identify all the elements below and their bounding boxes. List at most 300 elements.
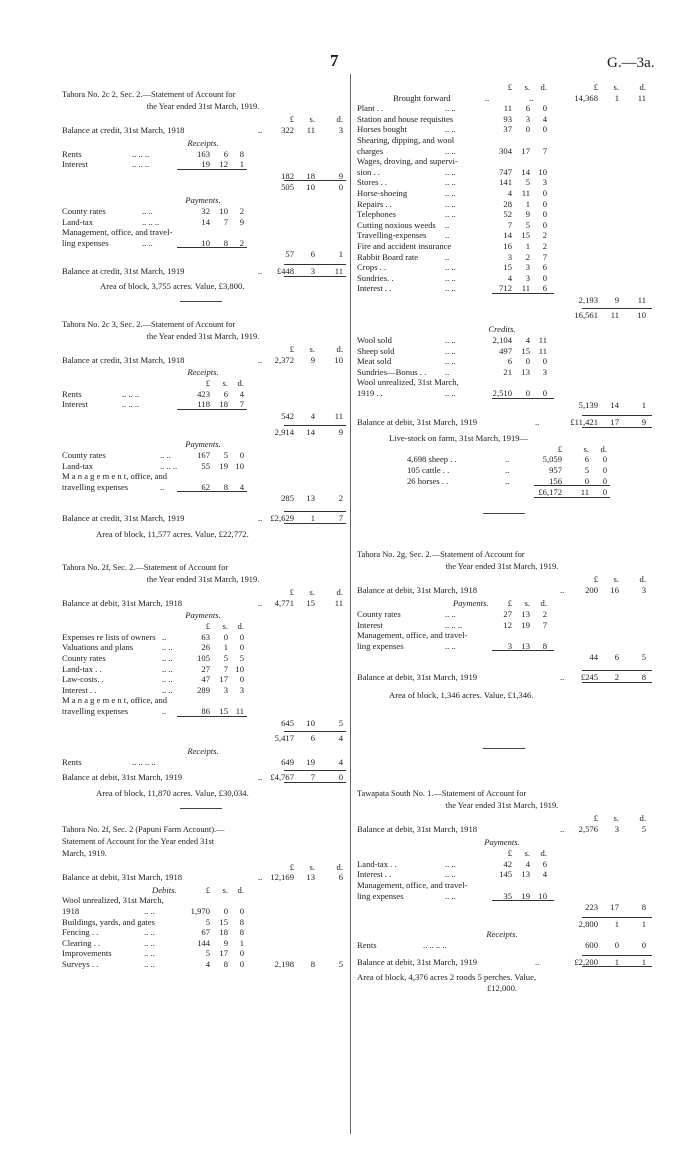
payment-row-shillings: 8 — [223, 237, 228, 248]
debit-row-pounds: 5 — [205, 916, 210, 927]
debit-row — [62, 906, 344, 917]
debit-row-pounds: 11 — [503, 103, 512, 114]
opening-balance-shillings: 16 — [610, 584, 619, 595]
closing-balance-pence: 8 — [641, 671, 646, 682]
statement-r3 — [357, 789, 647, 995]
credits-total-pounds: 5,139 — [578, 399, 598, 410]
payment-row-leader: .. .. — [162, 653, 173, 664]
debit-row-label: charges — [357, 145, 384, 156]
debit-row-label: Telephones — [357, 209, 397, 220]
payment-row-shillings: 7 — [223, 216, 228, 227]
sub-currency-header-cell: £ — [205, 621, 210, 632]
debit-row-pounds: 14 — [503, 230, 512, 241]
credit-row-shillings: 0 — [525, 356, 530, 367]
payment-row — [62, 632, 344, 643]
receipt-row-pounds: 118 — [197, 399, 210, 410]
payment-row-shillings: 19 — [521, 619, 530, 630]
payments-total-pounds: 44 — [589, 652, 598, 663]
total-rule — [492, 293, 554, 294]
debit-row-shillings: 1 — [525, 198, 530, 209]
payment-row-leader: .. .. — [162, 674, 173, 685]
payment-row-shillings: 7 — [223, 663, 228, 674]
total-rule — [177, 169, 247, 170]
debit-row-pence: 0 — [542, 198, 547, 209]
receipts-heading: Receipts. — [486, 929, 518, 940]
payment-row-label: Valuations and plans — [62, 642, 134, 653]
closing-rule — [582, 955, 652, 956]
closing-balance-pounds: £2,629 — [270, 513, 294, 524]
currency-header-cell: s. — [309, 343, 315, 354]
debit-row-label: 1918 — [62, 905, 80, 916]
statement-title: Tawapata South No. 1.—Statement of Account for — [357, 788, 527, 798]
debit-row — [357, 220, 647, 231]
debit-row-label: Travelling-expenses — [357, 230, 427, 241]
payments-total-shillings: 6 — [310, 249, 315, 260]
opening-balance-leader: .. — [560, 584, 565, 595]
brought-forward-leader: .. — [485, 92, 490, 103]
payments-total-shillings: 10 — [306, 717, 315, 728]
credit-row-pounds: 21 — [503, 366, 512, 377]
debit-row-label: Crops . . — [357, 262, 387, 273]
debit-row — [357, 124, 647, 135]
opening-balance-pounds: 2,372 — [274, 354, 294, 365]
currency-header — [62, 344, 344, 355]
sub-currency-header-cell: s. — [524, 848, 530, 859]
currency-header-cell: d. — [540, 82, 547, 92]
payment-row-shillings: 8 — [223, 481, 228, 492]
livestock-double-rule — [534, 497, 610, 498]
debit-row-leader: .. .. — [144, 927, 155, 938]
right-column — [357, 66, 647, 994]
area-value-continued: £12,000. — [486, 983, 518, 994]
receipt-row-label: Rents — [62, 388, 82, 399]
subtotal-rule — [284, 731, 346, 732]
receipts-total-shillings: 4 — [310, 410, 315, 421]
debit-row-label: Horse-shoeing — [357, 187, 408, 198]
receipt-row-shillings: 0 — [614, 940, 619, 951]
page-number: 7 — [330, 51, 339, 70]
statement-r2 — [357, 550, 647, 789]
column-divider — [350, 74, 351, 1134]
debit-row-label: Cutting noxious weeds — [357, 219, 436, 230]
opening-balance-label: Balance at debit, 31st March, 1918 — [357, 823, 478, 834]
debit-row-pence: 0 — [542, 272, 547, 283]
livestock-row-pence: 0 — [602, 454, 607, 465]
payments-total-pounds: 645 — [281, 717, 294, 728]
credits-total-pence: 1 — [641, 399, 646, 410]
subtotal-pounds: 2,914 — [274, 426, 294, 437]
debit-row-leader: .. .. — [445, 177, 456, 188]
payment-row-label: ling expenses — [357, 640, 404, 651]
credits-heading: Credits. — [488, 324, 516, 335]
livestock-row-pounds: 957 — [549, 465, 562, 475]
receipt-row-leader: .. .. .. .. — [132, 756, 156, 767]
debit-row-pence: 6 — [542, 262, 547, 273]
receipt-row-pence: 7 — [239, 399, 244, 410]
payment-row-label: Interest . . — [357, 869, 392, 880]
currency-header — [62, 862, 344, 873]
livestock-row-label: 4,698 sheep . . — [407, 454, 457, 465]
closing-balance-label: Balance at credit, 31st March, 1919 — [62, 513, 185, 524]
payment-row-shillings: 1 — [223, 642, 228, 653]
closing-balance-pence: 1 — [641, 956, 646, 967]
debit-row-leader: .. .. — [445, 272, 456, 283]
receipt-row-pounds: 649 — [281, 756, 294, 767]
receipt-row-pence: 4 — [239, 388, 244, 399]
debit-row-label: Fire and accident insurance — [357, 240, 452, 251]
credit-row-pounds: 2,510 — [492, 388, 512, 399]
closing-balance-shillings: 17 — [610, 417, 619, 428]
debit-row-leader: .. .. — [445, 166, 456, 177]
closing-double-rule — [582, 682, 652, 683]
subtotal-shillings: 1 — [614, 918, 619, 929]
livestock-currency-header — [357, 444, 647, 455]
currency-header-cell: s. — [613, 812, 619, 823]
currency-header-cell: £ — [289, 114, 294, 125]
debit-row-pence: 0 — [542, 209, 547, 220]
payment-row-pence: 0 — [239, 674, 244, 685]
payment-row-label: County rates — [357, 608, 401, 619]
closing-balance-pounds: £2,200 — [574, 956, 598, 967]
debit-row — [357, 103, 647, 114]
debit-row-label: Wages, droving, and supervi- — [357, 156, 458, 167]
payment-row-pounds: 47 — [201, 674, 210, 685]
debit-row — [357, 262, 647, 273]
subtotal-rule — [582, 917, 652, 918]
payment-row-label: ling expenses — [357, 890, 404, 901]
currency-header-cell: s. — [524, 82, 530, 92]
receipt-row-shillings: 6 — [223, 148, 228, 159]
payment-row-pounds: 14 — [201, 216, 210, 227]
sub-currency-header-cell: d. — [237, 884, 244, 895]
livestock-row-pounds: 156 — [549, 475, 562, 486]
livestock-row-pounds: 5,059 — [542, 454, 562, 465]
closing-rule — [582, 415, 652, 416]
opening-balance-pence: 6 — [338, 872, 343, 883]
payment-row-pounds: 167 — [197, 450, 210, 461]
debit-row-pence: 7 — [542, 251, 547, 262]
sub-currency-header-cell: s. — [222, 378, 228, 389]
closing-balance-pounds: £448 — [276, 265, 294, 276]
debits-carried-pounds: 2,198 — [274, 958, 294, 969]
sub-currency-header-cell: £ — [507, 598, 512, 609]
livestock-total-shillings: 11 — [580, 487, 589, 498]
debit-row-label: Horses bought — [357, 124, 407, 135]
credit-row-leader: .. .. — [445, 335, 456, 346]
debit-row-label: Stores . . — [357, 177, 388, 188]
debit-row-leader: .. .. — [144, 948, 155, 959]
payment-row-pence: 6 — [542, 858, 547, 869]
livestock-row-shillings: 5 — [584, 465, 589, 475]
sub-currency-header-cell: d. — [237, 621, 244, 632]
debit-row-shillings: 5 — [525, 219, 530, 230]
opening-balance-pounds: 322 — [281, 125, 294, 135]
receipt-row-pounds: 423 — [197, 388, 210, 399]
closing-balance-pounds: £4,767 — [270, 772, 294, 783]
payment-row-leader: .. .. — [445, 608, 456, 619]
livestock-heading: Live-stock on farm, 31st March, 1919— — [389, 432, 529, 443]
opening-balance — [357, 824, 647, 835]
receipt-row-pounds: 163 — [197, 148, 210, 159]
payments-total-pounds: 285 — [281, 493, 294, 504]
payment-row-shillings: 13 — [521, 640, 530, 651]
payment-row — [62, 642, 344, 653]
credit-row-label: Sheep sold — [357, 345, 395, 356]
subtotal — [62, 733, 344, 744]
debit-row-leader: .. — [445, 219, 450, 230]
statement-s4 — [62, 825, 344, 970]
payment-row-label: Law-costs. . — [62, 674, 104, 685]
subtotal-shillings: 6 — [310, 733, 315, 744]
receipts-heading: Receipts. — [187, 137, 219, 148]
debit-row-pence: 3 — [542, 177, 547, 188]
debit-row-shillings: 14 — [521, 166, 530, 177]
payment-row-shillings: 4 — [525, 858, 530, 869]
payment-row — [357, 859, 647, 870]
payment-row — [357, 630, 647, 641]
debit-row-pounds: 4 — [205, 958, 210, 969]
closing-balance-leader: .. — [535, 417, 540, 428]
debit-row-label: Rabbit Board rate — [357, 251, 419, 262]
credits-total-shillings: 14 — [610, 399, 619, 410]
statement-title: Tahora No. 2f, Sec. 2.—Statement of Account for — [62, 562, 229, 572]
receipt-row-pence: 0 — [641, 940, 646, 951]
debit-row-pounds: 747 — [499, 166, 512, 177]
livestock-row-leader: .. — [505, 465, 510, 475]
debit-row-shillings: 11 — [521, 187, 530, 198]
credit-row-leader: .. .. — [445, 345, 456, 356]
livestock-total-pounds: £6,172 — [538, 487, 562, 498]
debit-row — [357, 167, 647, 178]
payment-row-label: Interest . . — [62, 684, 97, 695]
payment-row-pounds: 86 — [201, 706, 210, 716]
debit-row-pounds: 93 — [503, 113, 512, 124]
payment-row-label: ling expenses — [62, 237, 109, 248]
debit-row-pence: 4 — [542, 113, 547, 124]
receipt-row-leader: .. .. .. .. — [423, 940, 447, 951]
payments-heading: Payments. — [484, 837, 520, 848]
payment-row — [62, 217, 344, 228]
payment-row-pounds: 3 — [507, 640, 512, 651]
area-value: Area of block, 3,755 acres. Value, £3,800. — [100, 280, 245, 291]
sub-currency-header-cell: d. — [540, 848, 547, 859]
currency-header-cell: s. — [309, 587, 315, 598]
receipt-row — [62, 757, 344, 768]
payments-total-pounds: 223 — [585, 902, 598, 913]
closing-rule — [284, 511, 346, 512]
area-value: Area of block, 4,376 acres 2 roods 5 perches. Value, — [357, 972, 537, 983]
grand-total-shillings: 11 — [610, 310, 619, 321]
receipt-row-leader: .. .. .. — [132, 148, 150, 159]
currency-header-cell: £ — [289, 861, 294, 872]
debit-row-pence: 8 — [239, 927, 244, 938]
receipts-total-pence: 11 — [334, 410, 343, 421]
payment-row — [62, 674, 344, 685]
opening-balance-pence: 3 — [641, 584, 646, 595]
payment-row-leader: .. .. — [445, 640, 456, 651]
debit-row-pence: 0 — [542, 124, 547, 135]
opening-balance-pounds: 4,771 — [274, 597, 294, 608]
credit-row — [357, 367, 647, 378]
closing-balance-label: Balance at debit, 31st March, 1919 — [357, 956, 478, 967]
opening-balance — [62, 872, 344, 883]
payment-row-pence: 0 — [239, 450, 244, 461]
payment-row-label: Expenses re lists of owners — [62, 631, 156, 642]
statement-s3 — [62, 563, 344, 825]
debit-row-shillings: 8 — [223, 958, 228, 969]
statement-title: the Year ended 31st March, 1919. — [445, 561, 559, 571]
livestock-total-rule — [534, 485, 610, 486]
payment-row-label: Management, office, and travel- — [357, 630, 468, 641]
receipt-row-shillings: 12 — [219, 159, 228, 170]
closing-balance-shillings: 1 — [310, 513, 315, 524]
debit-row — [62, 948, 344, 959]
closing-balance-pounds: £245 — [580, 671, 598, 682]
debit-row-label: Interest . . — [357, 283, 392, 294]
brought-forward-leader-mid: .. — [529, 92, 534, 103]
payment-row-label: Land-tax — [62, 216, 94, 227]
payment-row-pounds: 10 — [201, 237, 210, 248]
credit-row-label: Meat sold — [357, 356, 392, 367]
statement-title: the Year ended 31st March, 1919. — [146, 331, 260, 341]
payment-row-shillings: 13 — [521, 869, 530, 880]
payment-row-shillings: 15 — [219, 706, 228, 716]
closing-balance-leader: .. — [258, 513, 263, 524]
payments-total — [62, 249, 344, 260]
receipt-row-leader: .. .. .. — [122, 399, 140, 410]
receipt-row-pence: 8 — [239, 148, 244, 159]
payment-row — [62, 695, 344, 706]
debit-row-shillings: 3 — [525, 113, 530, 124]
subtotal-pounds: 5,417 — [274, 733, 294, 744]
currency-header — [357, 813, 647, 824]
statement-title: the Year ended 31st March, 1919. — [146, 102, 260, 112]
credits-total — [357, 400, 647, 411]
sub-currency-header-cell: s. — [524, 598, 530, 609]
total-rule — [492, 398, 554, 399]
subtotal-pounds: 2,800 — [578, 918, 598, 929]
payment-row-leader: .. .. — [162, 684, 173, 695]
debits-heading-row — [62, 885, 344, 896]
payment-row-pence: 3 — [239, 684, 244, 695]
opening-balance-label: Balance at debit, 31st March, 1918 — [357, 584, 478, 595]
payment-row-pence: 4 — [542, 869, 547, 880]
livestock-row-leader: .. — [505, 475, 510, 486]
area-value: Area of block, 11,870 acres. Value, £30,034. — [96, 787, 249, 798]
payment-row-label: travelling expenses — [62, 706, 129, 716]
payments-total-shillings: 17 — [610, 902, 619, 913]
receipts-total-pounds: 542 — [281, 410, 294, 421]
credit-row-label: Sundries—Bonus . . — [357, 366, 427, 377]
debit-row — [62, 938, 344, 949]
debit-row-pounds: 3 — [507, 251, 512, 262]
receipt-row-leader: .. .. .. — [122, 388, 140, 399]
payment-row-label: County rates — [62, 653, 106, 664]
payment-row-pounds: 105 — [197, 653, 210, 664]
livestock-row-shillings: 0 — [584, 475, 589, 486]
debit-row-pence: 0 — [239, 905, 244, 916]
payment-row-pounds: 32 — [201, 205, 210, 216]
opening-balance — [62, 355, 344, 366]
currency-header-cell: d. — [336, 861, 343, 872]
debits-total-pence: 11 — [637, 294, 646, 305]
debit-row-pence: 0 — [542, 219, 547, 230]
debit-row-label: Improvements — [62, 948, 112, 959]
grand-total-pounds: 16,561 — [574, 310, 598, 321]
subtotal-shillings: 14 — [306, 426, 315, 437]
opening-balance-leader: .. — [258, 597, 263, 608]
debit-row-leader: .. — [445, 251, 450, 262]
currency-header-cell: d. — [336, 587, 343, 598]
total-rule — [177, 409, 247, 410]
opening-balance-leader: .. — [258, 872, 263, 883]
opening-balance-pounds: 12,169 — [270, 872, 294, 883]
receipt-row-pounds: 19 — [201, 159, 210, 170]
payments-total-pence: 8 — [641, 902, 646, 913]
subtotal-pence: 0 — [338, 182, 343, 193]
livestock-row-shillings: 6 — [584, 454, 589, 465]
debit-row-pence: 7 — [542, 145, 547, 156]
payment-row-pounds: 12 — [503, 619, 512, 630]
closing-balance-pence: 0 — [338, 772, 343, 783]
subtotal-rule — [582, 308, 652, 309]
currency-header-cell: d. — [639, 82, 646, 92]
opening-balance — [62, 125, 344, 136]
debit-row-pounds: 15 — [503, 262, 512, 273]
statement-title: Tahora No. 2f, Sec. 2 (Papuni Farm Account).— — [62, 824, 225, 834]
debits-carried-shillings: 8 — [310, 958, 315, 969]
payments-total-pence: 5 — [338, 717, 343, 728]
payment-row-label: Management, office, and travel- — [357, 879, 468, 890]
currency-header-cell: £ — [593, 82, 598, 92]
livestock-row — [357, 454, 647, 465]
payment-row — [62, 471, 344, 482]
closing-rule — [284, 264, 346, 265]
credit-row-pounds: 2,104 — [492, 335, 512, 346]
livestock-row — [357, 465, 647, 476]
payment-row-label: Land-tax . . — [62, 663, 102, 674]
credit-row-label: Wool unrealized, 31st March, — [357, 377, 459, 388]
currency-header-cell: s. — [309, 114, 315, 125]
closing-balance-shillings: 7 — [310, 772, 315, 783]
opening-balance-label: Balance at debit, 31st March, 1918 — [62, 597, 183, 608]
debit-row — [357, 114, 647, 125]
payments-total — [62, 718, 344, 729]
closing-balance-label: Balance at debit, 31st March, 1919 — [62, 772, 183, 783]
opening-balance-leader: .. — [560, 823, 565, 834]
debit-row — [62, 917, 344, 928]
closing-balance-leader: .. — [560, 671, 565, 682]
receipt-row-label: Interest — [62, 399, 88, 410]
payment-row-leader: .. .. — [445, 890, 456, 901]
credit-row — [357, 335, 647, 346]
currency-header-cell: d. — [336, 114, 343, 125]
debit-row-leader: .. .. — [144, 937, 155, 948]
closing-balance-label: Balance at credit, 31st March, 1919 — [62, 265, 185, 276]
payment-row-pounds: 55 — [201, 460, 210, 471]
statement-title: March, 1919. — [62, 849, 107, 859]
debit-row-label: sion . . — [357, 166, 380, 177]
brought-forward-label: Brought forward — [393, 92, 451, 103]
debit-row-pounds: 37 — [503, 124, 512, 135]
closing-balance-leader: .. — [258, 772, 263, 783]
payment-row-shillings: 19 — [521, 890, 530, 901]
debit-row-shillings: 11 — [521, 283, 530, 294]
receipt-row-pence: 1 — [239, 159, 244, 170]
sub-currency-header-cell: s. — [222, 621, 228, 632]
credit-row-leader: .. .. — [445, 356, 456, 367]
payment-row — [62, 206, 344, 217]
